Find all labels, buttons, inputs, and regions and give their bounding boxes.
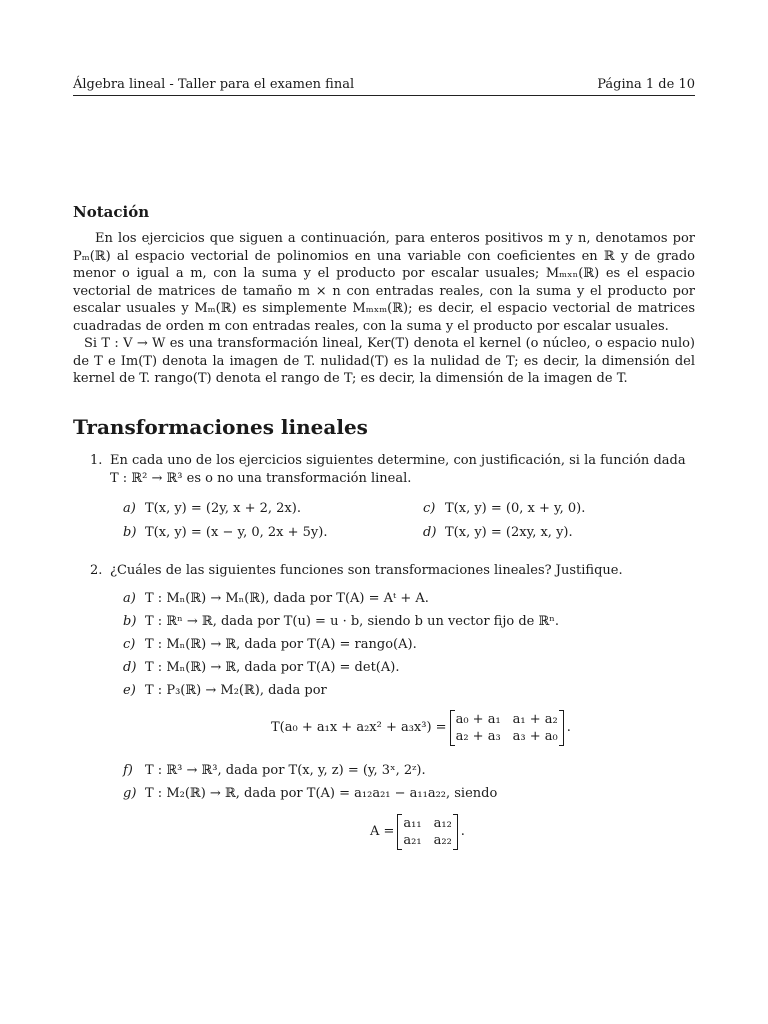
item-label: a)	[123, 591, 136, 606]
matrix-entry: a₁₁	[403, 816, 422, 831]
item-label: b)	[123, 614, 137, 629]
equation-e	[271, 710, 571, 746]
page-number: Página 1 de 10	[597, 77, 695, 92]
exercise-2-number: 2.	[90, 563, 103, 578]
matrix-entry: a₂ + a₃	[455, 729, 501, 744]
exercise-2-item-g	[123, 785, 497, 803]
item-label: d)	[423, 525, 437, 540]
exercise-2-item-c	[123, 636, 417, 654]
exercise-1-item-b	[123, 524, 327, 542]
exercise-1-item-c	[423, 500, 585, 518]
item-label: a)	[123, 501, 136, 516]
item-text: T : M₂(ℝ) → ℝ, dada por T(A) = a₁₂a₂₁ − a₁₁a₂₂, siendo	[145, 786, 498, 801]
matrix-g	[397, 814, 457, 850]
item-text: T(x, y) = (2xy, x, y).	[445, 525, 573, 540]
item-text: T(x, y) = (2y, x + 2, 2x).	[145, 501, 301, 516]
exercise-1-number: 1.	[90, 453, 103, 468]
item-label: c)	[423, 501, 436, 516]
exercise-1-item-a	[123, 500, 301, 518]
exercise-2-item-b	[123, 613, 559, 631]
exercise-2-item-d	[123, 659, 399, 677]
notation-paragraph-2: Si T : V → W es una transformación lineal, Ker(T) denota el kernel (o núcleo, o espacio nulo) de T e Im(T) denota la imagen de T. nulidad(T) es la nulidad de T; es decir, la dimensión del kernel de T. rango(T) denota el rango de T; es decir, la dimensión de la imagen de T.	[73, 336, 695, 387]
equation-e-period: .	[566, 720, 571, 735]
matrix-entry: a₃ + a₀	[512, 729, 558, 744]
section-heading: Transformaciones lineales	[73, 415, 368, 439]
notation-paragraph-1: En los ejercicios que siguen a continuación, para enteros positivos m y n, denotamos por Pₘ(ℝ) al espacio vectorial de polinomios en una variable con coeficientes en ℝ y de grado menor o igual a m, con la suma y el producto por escalar usuales; Mₘₓₙ(ℝ) es el espacio vectorial de matrices de tamaño m × n con entradas reales, con la suma y el producto por escalar usuales y Mₘ(ℝ) es simplemente Mₘₓₘ(ℝ); es decir, el espacio vectorial de matrices cuadradas de orden m con entradas reales, con la suma y el producto por escalar usuales.	[73, 231, 695, 334]
matrix-e	[450, 710, 564, 746]
item-text: T : ℝⁿ → ℝ, dada por T(u) = u · b, siendo b un vector fijo de ℝⁿ.	[145, 614, 560, 629]
item-text: T : P₃(ℝ) → M₂(ℝ), dada por	[145, 683, 327, 698]
exercise-1	[90, 452, 695, 487]
exercise-1-line-1: En cada uno de los ejercicios siguientes determine, con justificación, si la función dada	[110, 453, 686, 468]
item-label: b)	[123, 525, 137, 540]
exercise-2-item-e	[123, 682, 327, 700]
exercise-2	[90, 562, 695, 580]
item-text: T : Mₙ(ℝ) → Mₙ(ℝ), dada por T(A) = Aᵗ + A.	[145, 591, 429, 606]
equation-e-lhs: T(a₀ + a₁x + a₂x² + a₃x³) =	[271, 720, 447, 735]
exercise-2-line-1: ¿Cuáles de las siguientes funciones son transformaciones lineales? Justifique.	[110, 563, 623, 578]
item-text: T : Mₙ(ℝ) → ℝ, dada por T(A) = det(A).	[145, 660, 400, 675]
matrix-entry: a₁ + a₂	[512, 712, 558, 727]
item-label: g)	[123, 786, 137, 801]
item-label: d)	[123, 660, 137, 675]
matrix-entry: a₁₂	[433, 816, 452, 831]
running-header	[73, 76, 695, 96]
item-label: c)	[123, 637, 136, 652]
equation-g-period: .	[460, 824, 465, 839]
item-label: e)	[123, 683, 136, 698]
item-text: T(x, y) = (x − y, 0, 2x + 5y).	[145, 525, 328, 540]
matrix-entry: a₀ + a₁	[455, 712, 501, 727]
item-text: T(x, y) = (0, x + y, 0).	[445, 501, 586, 516]
exercise-1-item-d	[423, 524, 573, 542]
equation-g	[370, 814, 465, 850]
matrix-entry: a₂₂	[433, 833, 452, 848]
notation-heading: Notación	[73, 203, 150, 221]
exercise-2-item-a	[123, 590, 429, 608]
item-text: T : ℝ³ → ℝ³, dada por T(x, y, z) = (y, 3ˣ, 2ᶻ).	[145, 763, 426, 778]
item-label: f)	[123, 763, 133, 778]
equation-g-lhs: A =	[370, 824, 395, 839]
header-title: Álgebra lineal - Taller para el examen final	[73, 77, 355, 92]
exercise-2-item-f	[123, 762, 426, 780]
matrix-entry: a₂₁	[403, 833, 422, 848]
item-text: T : Mₙ(ℝ) → ℝ, dada por T(A) = rango(A).	[145, 637, 417, 652]
exercise-1-line-2: T : ℝ² → ℝ³ es o no una transformación lineal.	[110, 470, 412, 486]
